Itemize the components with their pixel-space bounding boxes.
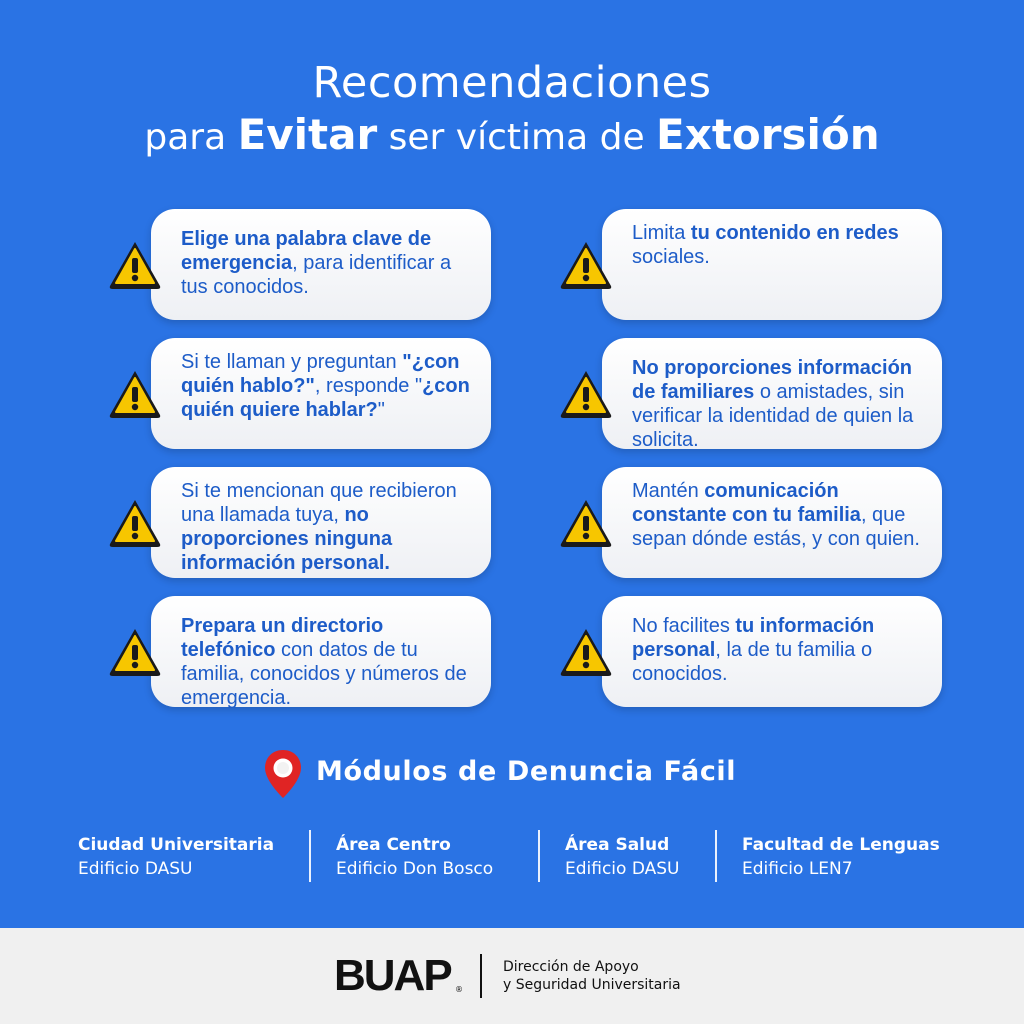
body-text: Si te mencionan que recibieron una llamada tuya, (181, 480, 457, 526)
title-line-2 (0, 110, 1024, 159)
recommendation-card (151, 338, 491, 449)
warning-triangle-icon (107, 626, 163, 678)
divider (309, 830, 311, 882)
emphasis-text: no proporciones ninguna información personal. (181, 504, 393, 574)
location-building: Edificio Don Bosco (336, 859, 494, 879)
location-pin-icon (262, 748, 304, 800)
body-text: Si te llaman y preguntan (181, 351, 403, 373)
warning-triangle-icon (558, 497, 614, 549)
recommendation-card (602, 596, 942, 707)
recommendation-text (632, 221, 928, 269)
recommendation-card (151, 467, 491, 578)
recommendation-text (181, 350, 477, 422)
body-text: , la de tu familia o conocidos. (632, 639, 873, 685)
warning-triangle-icon (107, 368, 163, 420)
recommendation-text (632, 356, 928, 452)
recommendation-card (602, 209, 942, 320)
emphasis-text: comunicación constante con tu familia (632, 480, 861, 526)
body-text: o amistades, sin verificar la identidad de quien la solicita. (632, 381, 914, 451)
footer-divider (480, 954, 482, 998)
emphasis-text: tu contenido en redes (690, 222, 899, 244)
location-building: Edificio LEN7 (742, 859, 853, 879)
emphasis-text: ¿con quién quiere hablar? (181, 375, 470, 421)
body-text: Mantén (632, 480, 705, 502)
recommendation-text (181, 479, 477, 575)
location-building: Edificio DASU (78, 859, 193, 879)
title-mid: ser víctima de (388, 117, 645, 158)
warning-triangle-icon (558, 239, 614, 291)
department-name (503, 958, 681, 994)
emphasis-text: tu información personal (632, 615, 875, 661)
body-text: " (377, 399, 385, 421)
emphasis-text: Elige una palabra clave de emergencia (181, 228, 432, 274)
title-line-1: Recomendaciones (312, 58, 712, 108)
body-text: , que sepan dónde estás, y con quien. (632, 504, 920, 550)
buap-logo: BUAP (334, 951, 451, 1000)
warning-triangle-icon (107, 239, 163, 291)
location-1 (78, 833, 274, 881)
body-text: , responde " (314, 375, 423, 397)
location-name: Área Centro (336, 835, 451, 855)
registered-mark: ® (455, 985, 463, 994)
recommendation-text (181, 614, 477, 710)
location-4 (742, 833, 940, 881)
body-text: con datos de tu familia, conocidos y números de emergencia. (181, 639, 467, 709)
emphasis-text: "¿con quién hablo?" (181, 351, 460, 397)
department-line-1: Dirección de Apoyo (503, 959, 639, 975)
recommendation-text (632, 614, 928, 686)
modules-title: Módulos de Denuncia Fácil (316, 756, 737, 787)
warning-triangle-icon (558, 626, 614, 678)
recommendation-card (151, 596, 491, 707)
title-bold-extorsion: Extorsión (656, 110, 880, 159)
divider (715, 830, 717, 882)
recommendation-text (181, 227, 477, 299)
location-name: Facultad de Lenguas (742, 835, 940, 855)
emphasis-text: No proporciones información de familiares (632, 357, 913, 403)
body-text: No facilites (632, 615, 736, 637)
recommendation-card (151, 209, 491, 320)
body-text: sociales. (632, 246, 710, 268)
department-line-2: y Seguridad Universitaria (503, 977, 681, 993)
location-2 (336, 833, 493, 881)
recommendation-card (602, 338, 942, 449)
warning-triangle-icon (558, 368, 614, 420)
title-pre: para (144, 117, 227, 158)
body-text: , para identificar a tus conocidos. (181, 252, 452, 298)
location-name: Área Salud (565, 835, 670, 855)
recommendation-text (632, 479, 928, 551)
location-3 (565, 833, 680, 881)
location-building: Edificio DASU (565, 859, 680, 879)
body-text: Limita (632, 222, 691, 244)
recommendation-card (602, 467, 942, 578)
warning-triangle-icon (107, 497, 163, 549)
title-bold-evitar: Evitar (237, 110, 378, 159)
emphasis-text: Prepara un directorio telefónico (181, 615, 384, 661)
location-name: Ciudad Universitaria (78, 835, 275, 855)
divider (538, 830, 540, 882)
